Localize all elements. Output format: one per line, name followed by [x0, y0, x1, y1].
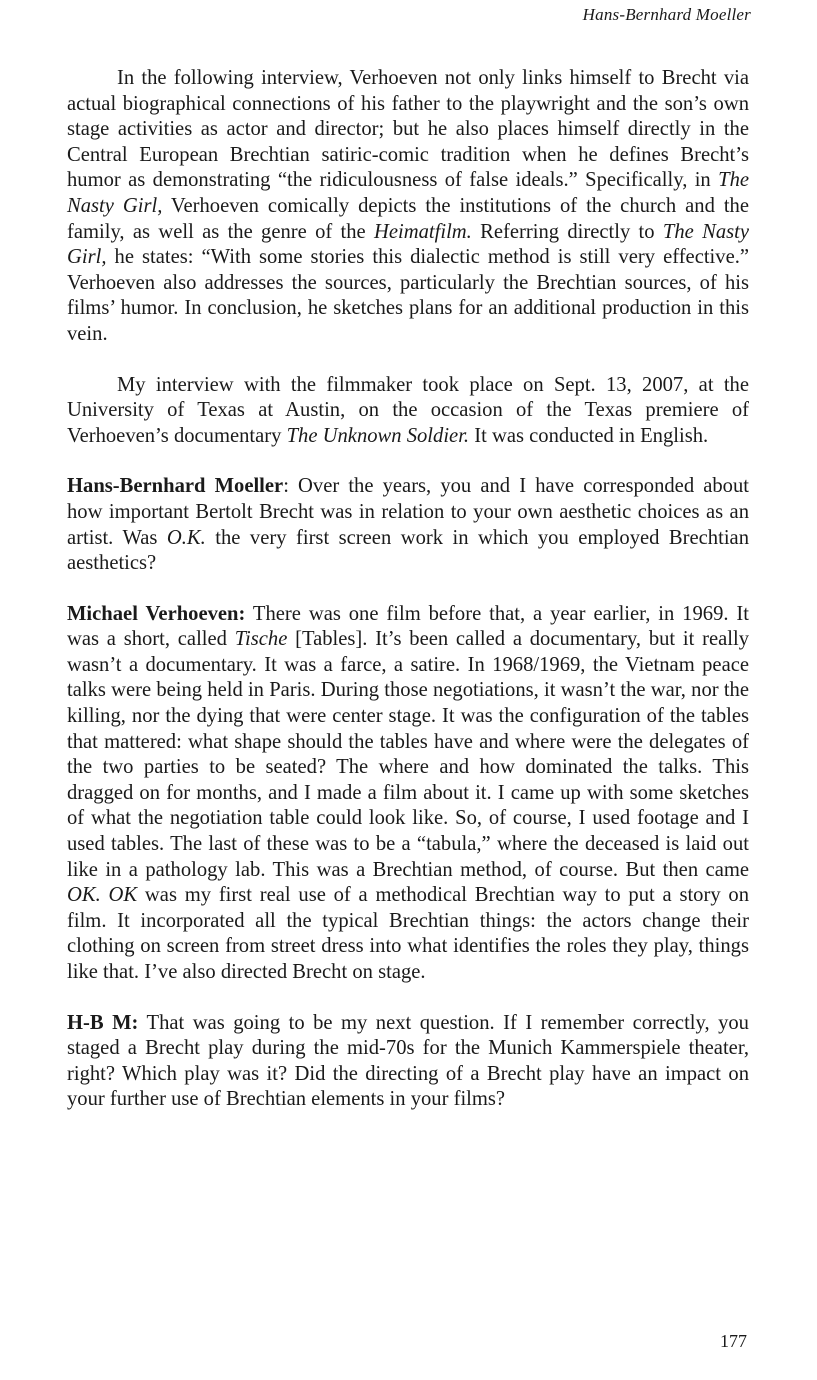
text-run: It was conducted in English.	[469, 424, 709, 447]
film-title-italic: The Unknown Soldier.	[286, 424, 470, 447]
text-run: he states: “With some stories this dialectic method is still very effective.” Verhoeven also addresses the sources, particularly the Brechtian sources, of his films’ humor. In conclusion, he sketches plans for an additional production in this vein.	[67, 246, 749, 345]
text-run: In the following interview, Verhoeven not only links himself to Brecht via actual biographical connections of his father to the playwright and the son’s own stage activities as actor and director; but he also places himself directly in the Central European Brechtian satiric-comic tradition when he defines Brecht’s humor as demonstrating “the ridiculousness of false ideals.” Specifically, in	[67, 67, 749, 192]
text-run: My interview with the filmmaker took place on Sept. 13, 2007, at the University of Texas at Austin, on the occasion of the Texas premiere of Verhoeven’s documentary	[67, 373, 749, 447]
genre-italic: Heimatfilm.	[374, 220, 472, 243]
film-title-italic: Tische	[234, 628, 288, 651]
text-run: Verhoeven comically depicts the institutions of the church and the family, as well as the genre of the	[67, 194, 749, 243]
film-title-italic: O.K.	[166, 526, 206, 549]
paragraph-intro	[67, 66, 749, 348]
text-run: : Over the years, you and I have corresponded about how important Bertolt Brecht was in relation to your own aesthetic choices as an artist. Was	[67, 475, 750, 549]
film-title-italic: OK.	[67, 884, 101, 907]
text-run: Referring directly to	[471, 220, 663, 243]
text-run: was my first real use of a methodical Brechtian way to put a story on film. It incorporated all the typical Brechtian things: the actors change their clothing on screen from street dress into what identifies the roles they play, things like that. I’ve also directed Brecht on stage.	[67, 884, 749, 983]
text-run: the very first screen work in which you employed Brechtian aesthetics?	[67, 526, 749, 575]
film-title-italic: The Nasty Girl,	[67, 169, 749, 217]
speaker-label: Hans-Bernhard Moeller	[67, 475, 284, 498]
text-run: [Tables]. It’s been called a documentary, but it really wasn’t a documentary. It was a farce, a satire. In 1968/1969, the Vietnam peace talks were being held in Paris. During those negotiations, it wasn’t the war, nor the killing, nor the dying that were center stage. It was the configuration of the tables that mattered: what shape should the tables have and where were the delegates of the two parties to be seated? The where and how dominated the talks. This dragged on for months, and I made a film about it. I came up with some sketches of what the negotiation table could look like. So, of course, I used footage and I used tables. The last of these was to be a “tabula,” where the deceased is laid out like in a pathology lab. This was a Brechtian method, of course. But then came	[67, 628, 749, 881]
text-run: That was going to be my next question. If I remember correctly, you staged a Brecht play during the mid-70s for the Munich Kammerspiele theater, right? Which play was it? Did the directing of a Brecht play have an impact on your further use of Brechtian elements in your films?	[67, 1011, 749, 1111]
page-body	[67, 66, 749, 1138]
paragraph-question-1	[67, 474, 749, 576]
speaker-label: H-B M:	[67, 1011, 139, 1034]
running-head: Hans-Bernhard Moeller	[582, 5, 751, 24]
paragraph-question-2	[67, 1011, 749, 1113]
page-number: 177	[720, 1331, 747, 1351]
text-run: There was one film before that, a year earlier, in 1969. It was a short, called	[67, 602, 749, 651]
film-title-italic: The Nasty Girl,	[67, 220, 749, 269]
film-title-italic: OK	[108, 884, 138, 907]
paragraph-answer-1	[67, 602, 749, 986]
text-run	[101, 884, 109, 906]
speaker-label: Michael Verhoeven:	[67, 602, 246, 625]
paragraph-interview-context	[67, 373, 749, 450]
